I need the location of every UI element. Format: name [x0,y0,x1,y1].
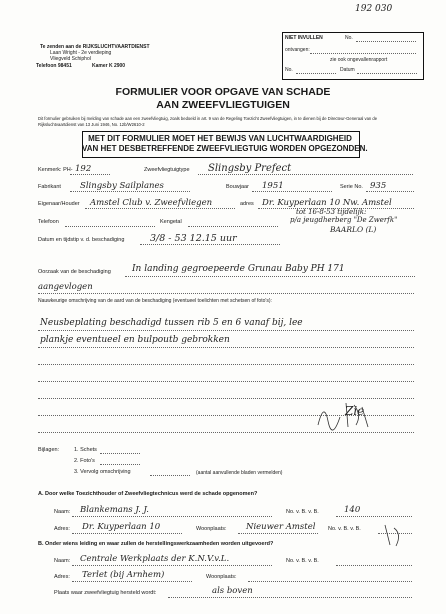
office-box-number: No. [345,35,353,41]
serie-label: Serie No. [340,184,363,190]
section-a-bevoegd-label: No. v. B. v. B. [286,509,319,515]
section-b-naam-label: Naam: [54,558,71,564]
datum-value: 3/8 - 53 12.15 uur [150,233,237,244]
oorzaak-label: Oorzaak van de beschadiging [38,269,111,275]
section-b-naam-value: Centrale Werkplaats der K.N.V.v.L. [80,554,230,564]
oorzaak-value-2: aangevlogen [38,282,93,292]
signature-note: Zie [345,404,365,418]
section-a-woonplaats-value: Nieuwer Amstel [246,522,316,532]
sender-line-3: Vliegveld Schiphol [50,56,91,62]
section-a-woonplaats-label: Woonplaats: [196,526,227,532]
form-title-line-2: AAN ZWEEFVLIEGTUIGEN [156,99,290,111]
type-label: Zweefvliegtuigtype [144,167,190,173]
corner-note: 192 030 [355,4,393,14]
telefoon-label: Telefoon [38,219,59,225]
section-b-adres-value: Terlet (bij Arnhem) [82,570,165,580]
section-a-adres-label: Adres: [54,526,70,532]
intro-text: Dit formulier gebruiken bij melding van schade aan een zweefvliegtuig, zoals bedoeld in art. 9 van de Regeling Toezicht Zweefvliegtuigen, in te dienen bij de Directeur-Generaal van de Rijksluchtvaartdienst van 13 Juni 1946, No. 12b/W2610-2 [38,116,378,127]
office-box-received: ontvangen: [285,47,310,53]
section-b-woonplaats-label: Woonplaats: [206,574,237,580]
kengetal-label: Kengetal [160,219,182,225]
office-box-see-report: zie ook ongevallenrapport [330,57,388,63]
office-box-no: No. [285,67,293,73]
bijlage-fotos: 2. Foto's [74,458,95,464]
section-a-adres-value: Dr. Kuyperlaan 10 [82,522,161,532]
warning-line-2: VAN HET DESBETREFFENDE ZWEEFVLIEGTUIG WORDEN OPGEZONDEN. [82,144,368,153]
signature-scribble [310,395,380,435]
type-value: Slingsby Prefect [208,163,292,174]
kenmerk-label: Kenmerk: PH- [38,167,73,173]
kenmerk-value: 192 [75,164,92,174]
eigenaar-value: Amstel Club v. Zweefvliegen [90,198,213,208]
sender-line-4: Telefoon 98451 [36,63,72,69]
adres-extra-1: tot 16-8-53 tijdelijk: [296,208,367,216]
bouwjaar-label: Bouwjaar [226,184,249,190]
bijlagen-label: Bijlagen: [38,447,60,453]
datum-label: Datum en tijdstip v. d. beschadiging [38,237,125,243]
sender-line-5: Kamer K 2900 [92,63,126,69]
section-a-bevoegd-value: 140 [344,505,361,515]
bouwjaar-value: 1951 [262,181,284,191]
warning-line-1: MET DIT FORMULIER MOET HET BEWIJS VAN LUCHTWAARDIGHEID [88,134,352,143]
section-b-question: B. Onder wiens leiding en waar zullen de herstellingswerkzaamheden worden uitgevoerd? [38,541,274,547]
omschrijving-label: Nauwkeurige omschrijving van de aard van de beschadiging (eventueel toelichten met schetsen of foto's): [38,298,272,304]
adres-extra-2: p/a jeugdherberg "De Zwerfk" [290,216,398,224]
sender-line-2: Laan Wright - 2e verdieping [50,50,112,56]
section-b-plaats-value: als boven [212,586,253,596]
adres-value: Dr. Kuyperlaan 10 Nw. Amstel [262,198,392,208]
serie-value: 935 [370,181,387,191]
fabrikant-label: Fabrikant [38,184,61,190]
omschrijving-value-1: Neusbeplating beschadigd tussen rib 5 en 6 vanaf bij, lee [40,318,303,328]
fabrikant-value: Slingsby Sailplanes [80,181,164,191]
margin-mark [380,520,410,550]
section-a-naam-value: Blankemans J. J. [80,505,149,515]
oorzaak-value-1: In landing gegroepeerde Grunau Baby PH 171 [132,264,345,274]
eigenaar-label: Eigenaar/Houder [38,201,80,207]
section-b-plaats-label: Plaats waar zweefvliegtuig hersteld wordt: [54,590,157,596]
sender-line-1: Te zenden aan de RIJKSLUCHTVAARTDIENST [40,44,150,50]
section-a-question: A. Door welke Toezichthouder of Zweefvliegtechnicus werd de schade opgenomen? [38,491,258,497]
bijlage-vervolg: 3. Vervolg omschrijving [74,469,131,475]
adres-label: adres [240,201,254,207]
bijlage-note: (aantal aanvullende bladen vermelden) [196,470,283,476]
office-box-date: Datum [340,67,355,73]
bijlage-schets: 1. Schets [74,447,97,453]
section-b-bevoegd-label: No. v. B. v. B. [286,558,319,564]
adres-extra-3: BAARLO (L) [330,225,377,234]
section-b-adres-label: Adres: [54,574,70,580]
form-title-line-1: FORMULIER VOOR OPGAVE VAN SCHADE [115,86,331,98]
office-box-heading: NIET INVULLEN [285,35,323,41]
omschrijving-value-2: plankje eventueel en bulpoutb gebrokken [40,335,230,345]
section-a-extra-label: No. v. B. v. B. [328,526,361,532]
section-a-naam-label: Naam: [54,509,71,515]
